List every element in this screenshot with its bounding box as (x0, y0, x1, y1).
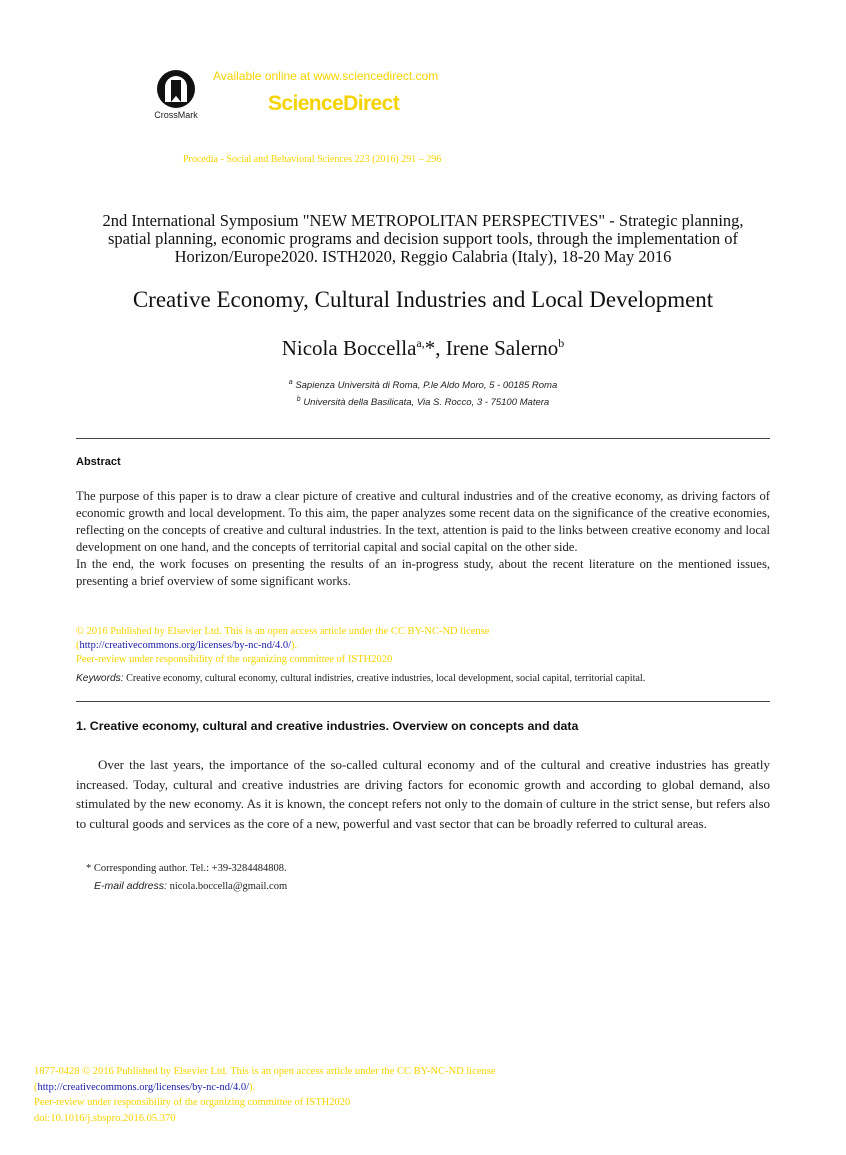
keywords (76, 673, 645, 684)
affiliation-text: Università della Basilicata, Via S. Rocco, 3 - 75100 Matera (303, 397, 550, 409)
author-affiliation-mark: a, (416, 336, 425, 350)
paren: ). (291, 640, 298, 651)
divider (76, 701, 770, 702)
journal-reference: Procedia - Social and Behavioral Sciences 223 (2016) 291 – 296 (183, 154, 442, 165)
author-name: Irene Salerno (445, 336, 559, 360)
license-notice (76, 625, 489, 667)
author-separator: , (435, 336, 446, 360)
author-affiliation-mark: b (558, 336, 565, 350)
paren: ( (34, 1081, 38, 1093)
footer-peer-review: Peer-review under responsibility of the organizing committee of ISTH2020 (34, 1097, 351, 1108)
paper-title: Creative Economy, Cultural Industries and Local Development (132, 287, 714, 312)
crossmark-label: CrossMark (154, 110, 198, 120)
corresponding-star: * (424, 336, 436, 360)
author-list (0, 336, 846, 361)
keywords-label: Keywords: (76, 673, 124, 684)
affiliation-mark: a (288, 379, 293, 386)
affiliation (0, 396, 846, 408)
keywords-text: Creative economy, cultural economy, cultural indistries, creative industries, local development, social capital, territorial capital. (126, 673, 646, 684)
divider (76, 438, 770, 439)
footer-license-link[interactable]: http://creativecommons.org/licenses/by-nc-nd/4.0/ (37, 1081, 250, 1093)
license-link[interactable]: http://creativecommons.org/licenses/by-nc-nd/4.0/ (79, 640, 292, 651)
section-heading: 1. Creative economy, cultural and creative industries. Overview on concepts and data (76, 719, 579, 733)
abstract-heading: Abstract (76, 456, 121, 468)
conference-line: Horizon/Europe2020. ISTH2020, Reggio Calabria (Italy), 18-20 May 2016 (174, 247, 672, 266)
available-online[interactable]: Available online at www.sciencedirect.com (213, 69, 439, 83)
conference-line: spatial planning, economic programs and decision support tools, through the implementation of (107, 229, 739, 248)
paren: ). (249, 1081, 256, 1093)
crossmark-logo[interactable] (150, 70, 202, 120)
section-paragraph: Over the last years, the importance of the so-called cultural economy and of the cultural and creative industries has greatly increased. Today, cultural and creative industries are driving factors for economic growth and according to global demand, also stimulated by the new economy. As it is known, the concept refers not only to the domain of culture in the strict sense, but refers also to cultural goods and services as the core of a new, powerful and vast sector that can be broadly referred to cultural areas. (76, 757, 770, 831)
abstract-paragraph: The purpose of this paper is to draw a clear picture of creative and cultural industries and of the creative economy, as driving factors of economic growth and local development. To this aim, the paper analyzes some recent data on the significance of the creative economies, reflecting on the concepts of creative and cultural industries. In the text, attention is paid to the links between creative economy and local development on one hand, and the concepts of territorial capital and social capital on the other side. (76, 489, 770, 554)
author-name: Nicola Boccella (281, 336, 417, 360)
peer-review-line: Peer-review under responsibility of the organizing committee of ISTH2020 (76, 654, 393, 665)
doi[interactable]: doi:10.1016/j.sbspro.2016.05.370 (34, 1112, 176, 1124)
footer (34, 1064, 496, 1126)
footer-license-line: 1877-0428 © 2016 Published by Elsevier Ltd. This is an open access article under the CC BY-NC-ND license (34, 1066, 496, 1077)
affiliation (0, 379, 846, 391)
license-line: © 2016 Published by Elsevier Ltd. This is an open access article under the CC BY-NC-ND license (76, 626, 490, 637)
email-line (94, 880, 287, 892)
abstract-paragraph: In the end, the work focuses on presenting the results of an in-progress study, about the recent literature on the mentioned issues, presenting a brief overview of some significant works. (76, 557, 770, 588)
conference-title (60, 212, 786, 266)
corresponding-author: * Corresponding author. Tel.: +39-3284484808. (86, 863, 287, 874)
email-address[interactable]: nicola.boccella@gmail.com (169, 881, 288, 892)
paren: ( (76, 640, 80, 651)
crossmark-icon (157, 70, 195, 108)
abstract-body (76, 488, 770, 590)
affiliation-text: Sapienza Università di Roma, P.le Aldo Moro, 5 - 00185 Roma (295, 380, 558, 392)
conference-line: 2nd International Symposium "NEW METROPOLITAN PERSPECTIVES" - Strategic planning, (102, 211, 744, 230)
sciencedirect-brand: ScienceDirect (268, 92, 400, 115)
affiliation-mark: b (296, 396, 301, 403)
email-label: E-mail address: (94, 880, 167, 892)
